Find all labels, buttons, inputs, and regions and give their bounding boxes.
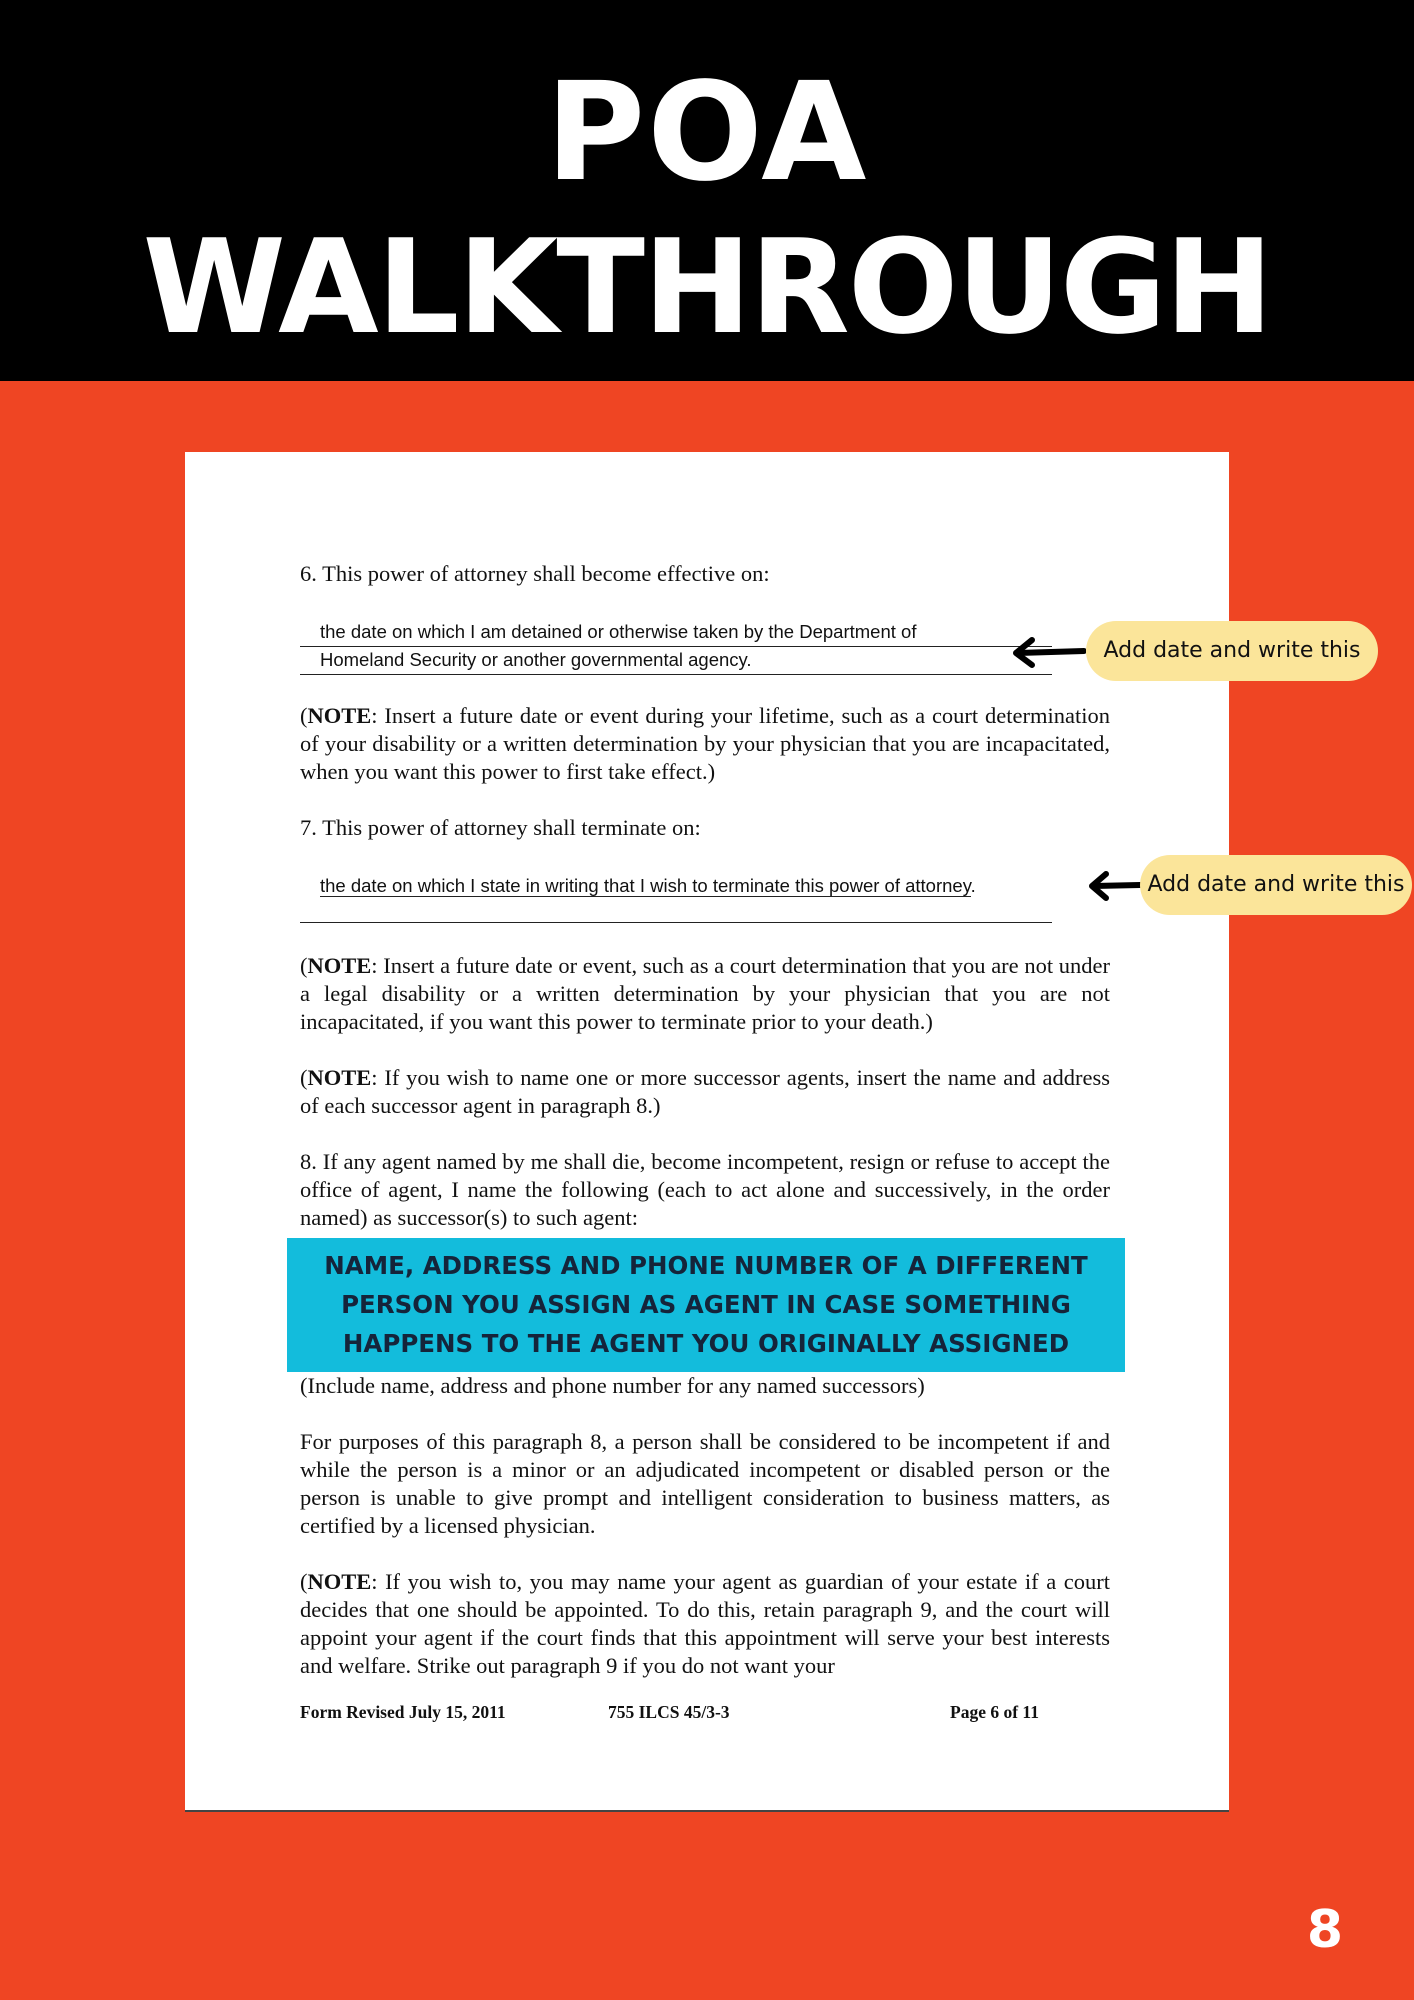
note-2-label: NOTE [307,953,372,978]
note-1-text: : Insert a future date or event during your lifetime, such as a court determination of your disability or a written determination by your physician that you are incapacitated, when you want this power to first take effect.) [300,703,1110,784]
highlight-line-2: PERSON YOU ASSIGN AS AGENT IN CASE SOMETHING [341,1290,1071,1319]
footer-form-revised: Form Revised July 15, 2011 [300,1702,506,1722]
paragraph-6-heading: 6. This power of attorney shall become effective on: [300,561,770,586]
paragraph-6-fill-line-1: the date on which I am detained or otherwise taken by the Department of [300,618,1052,647]
include-successors-text: (Include name, address and phone number for any named successors) [300,1373,925,1398]
paragraph-8: 8. If any agent named by me shall die, become incompetent, resign or refuse to accept the office of agent, I name the following (each to act alone and successively, in the order named) as successor(s) to such agent: [300,1149,1110,1230]
header-banner [0,0,1414,381]
note-1-label: NOTE [307,703,372,728]
highlight-line-3: HAPPENS TO THE AGENT YOU ORIGINALLY ASSIGNED [342,1329,1070,1358]
note-2-text: : Insert a future date or event, such as a court determination that you are not under a legal disability or a written determination by your physician that you are not incapacitated, if you want this power to terminate prior to your death.) [300,953,1110,1034]
paragraph-6-fill-line-2: Homeland Security or another governmental agency. [300,646,1052,675]
note-1: (NOTE: Insert a future date or event during your lifetime, such as a court determination of your disability or a written determination by your physician that you are incapacitated, when you want this power to first take effect.) [300,703,1110,784]
successor-agent-highlight [287,1238,1125,1372]
paragraph-7-fill-text: the date on which I state in writing that I wish to terminate this power of attorney [320,875,971,896]
highlight-line-1: NAME, ADDRESS AND PHONE NUMBER OF A DIFFERENT [324,1251,1088,1280]
note-3-label: NOTE [307,1065,372,1090]
paragraph-8-purposes: For purposes of this paragraph 8, a person shall be considered to be incompetent if and while the person is a minor or an adjudicated incompetent or disabled person or the person is unable to give prompt and intelligent consideration to business matters, as certified by a licensed physician. [300,1429,1110,1538]
paragraph-7-fill-line-1: the date on which I state in writing that I wish to terminate this power of attorney. [320,875,976,896]
callout-termination-date: Add date and write this [1140,855,1412,915]
note-2: (NOTE: Insert a future date or event, such as a court determination that you are not under a legal disability or a written determination by your physician that you are not incapacitated, if you want this power to terminate prior to your death.) [300,953,1110,1034]
note-3-text: : If you wish to name one or more successor agents, insert the name and address of each successor agent in paragraph 8.) [300,1065,1110,1118]
note-3: (NOTE: If you wish to name one or more successor agents, insert the name and address of each successor agent in paragraph 8.) [300,1065,1110,1118]
arrow-left-icon [1084,869,1142,901]
footer-page-count: Page 6 of 11 [950,1702,1039,1722]
page-title-line1: POA [545,54,869,212]
note-4-text: : If you wish to, you may name your agent as guardian of your estate if a court decides that one should be appointed. To do this, retain paragraph 9, and the court will appoint your agent if the court finds that this appointment will serve your best interests and welfare. Strike out paragraph 9 if you do not want your [300,1569,1110,1678]
paragraph-7-heading: 7. This power of attorney shall terminate on: [300,815,701,840]
paragraph-7-blank-line [300,922,1052,923]
arrow-left-icon [1008,634,1086,668]
callout-effective-date: Add date and write this [1086,621,1378,681]
page-title-line2: WALKTHROUGH [142,211,1272,363]
note-4-label: NOTE [307,1569,372,1594]
slide-page-number: 8 [1306,1900,1344,1960]
note-4: (NOTE: If you wish to, you may name your agent as guardian of your estate if a court decides that one should be appointed. To do this, retain paragraph 9, and the court will appoint your agent if the court finds that this appointment will serve your best interests and welfare. Strike out paragraph 9 if you do not want your [300,1569,1110,1678]
footer-statute: 755 ILCS 45/3-3 [608,1702,730,1722]
